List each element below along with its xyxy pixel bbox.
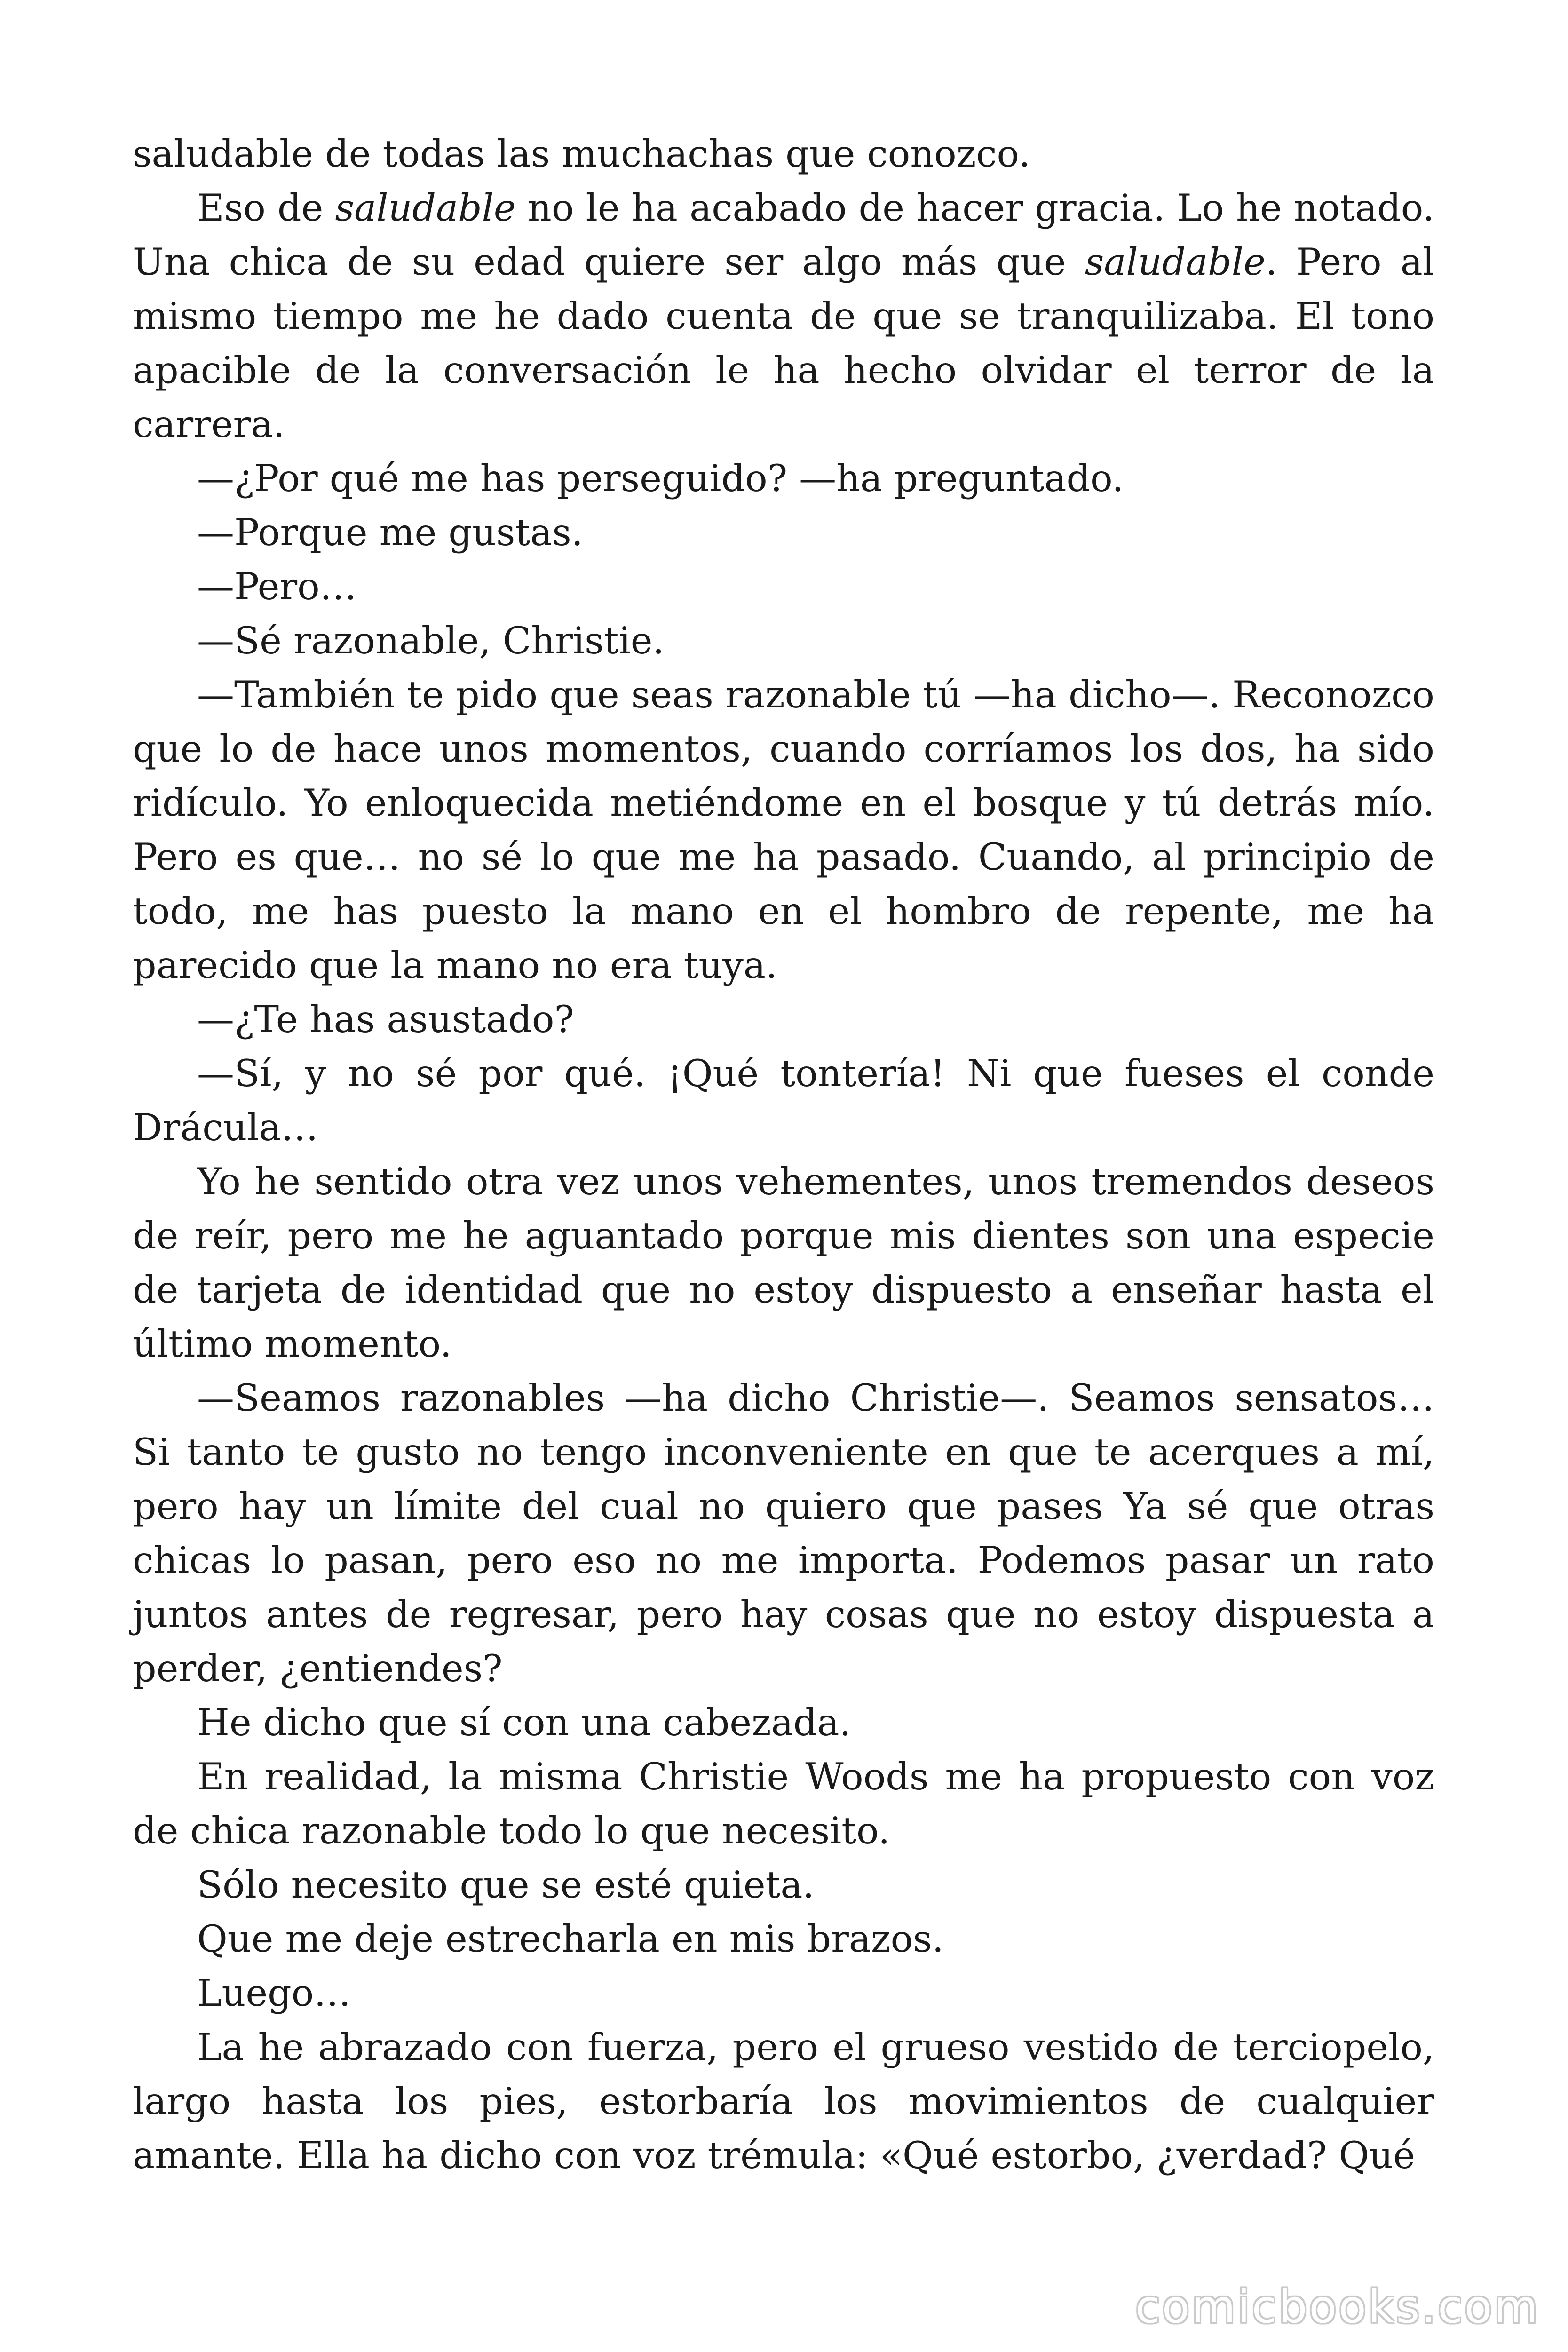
dialogue-line: —¿Te has asustado? xyxy=(197,998,574,1041)
paragraph: Yo he sentido otra vez unos vehementes, unos tremendos deseos de reír, pero me he aguantado porque mis dientes son una especie de tarjeta de identidad que no estoy dispuesto a enseñar hasta el último momento. xyxy=(133,1160,1434,1366)
body-text xyxy=(133,127,1434,2183)
paragraph: He dicho que sí con una cabezada. xyxy=(197,1701,851,1744)
paragraph: En realidad, la misma Christie Woods me ha propuesto con voz de chica razonable todo lo que necesito. xyxy=(133,1755,1434,1852)
dialogue-line: —Sé razonable, Christie. xyxy=(197,619,665,662)
paragraph: La he abrazado con fuerza, pero el grueso vestido de terciopelo, largo hasta los pies, estorbaría los movimientos de cualquier amante. Ella ha dicho con voz trémula: «Qué estorbo, ¿verdad? Qué xyxy=(133,2026,1434,2177)
paragraph xyxy=(133,181,1434,452)
paragraph: saludable de todas las muchachas que conozco. xyxy=(133,132,1030,175)
watermark: comicbooks.com xyxy=(1135,2280,1540,2333)
dialogue-line: —También te pido que seas razonable tú —ha dicho—. Reconozco que lo de hace unos momentos, cuando corríamos los dos, ha sido ridículo. Yo enloquecida metiéndome en el bosque y tú detrás mío. Pero es que… no sé lo que me ha pasado. Cuando, al principio de todo, me has puesto la mano en el hombro de repente, me ha parecido que la mano no era tuya. xyxy=(133,673,1434,987)
emphasis-text: saludable xyxy=(1085,240,1266,284)
emphasis-text: saludable xyxy=(335,186,516,230)
text-span: no le ha acabado de hacer gracia. Lo he notado. Una chica de su edad quiere ser algo más que xyxy=(133,186,1434,284)
dialogue-line: —Sí, y no sé por qué. ¡Qué tontería! Ni que fueses el conde Drácula… xyxy=(133,1052,1434,1149)
paragraph: Que me deje estrecharla en mis brazos. xyxy=(197,1917,944,1961)
text-span: . Pero al mismo tiempo me he dado cuenta de que se tranquilizaba. El tono apacible de la conversación le ha hecho olvidar el terror de la carrera. xyxy=(133,240,1434,446)
dialogue-line: —Seamos razonables —ha dicho Christie—. Seamos sensatos… Si tanto te gusto no tengo inconveniente en que te acerques a mí, pero hay un límite del cual no quiero que pases Ya sé que otras chicas lo pasan, pero eso no me importa. Podemos pasar un rato juntos antes de regresar, pero hay cosas que no estoy dispuesta a perder, ¿entiendes? xyxy=(133,1376,1434,1690)
paragraph: Luego… xyxy=(197,1971,351,2015)
text-span: Eso de xyxy=(197,186,335,230)
dialogue-line: —Porque me gustas. xyxy=(197,511,583,554)
paragraph: Sólo necesito que se esté quieta. xyxy=(197,1863,815,1907)
dialogue-line: —Pero… xyxy=(197,565,357,608)
dialogue-line: —¿Por qué me has perseguido? —ha preguntado. xyxy=(197,457,1124,500)
